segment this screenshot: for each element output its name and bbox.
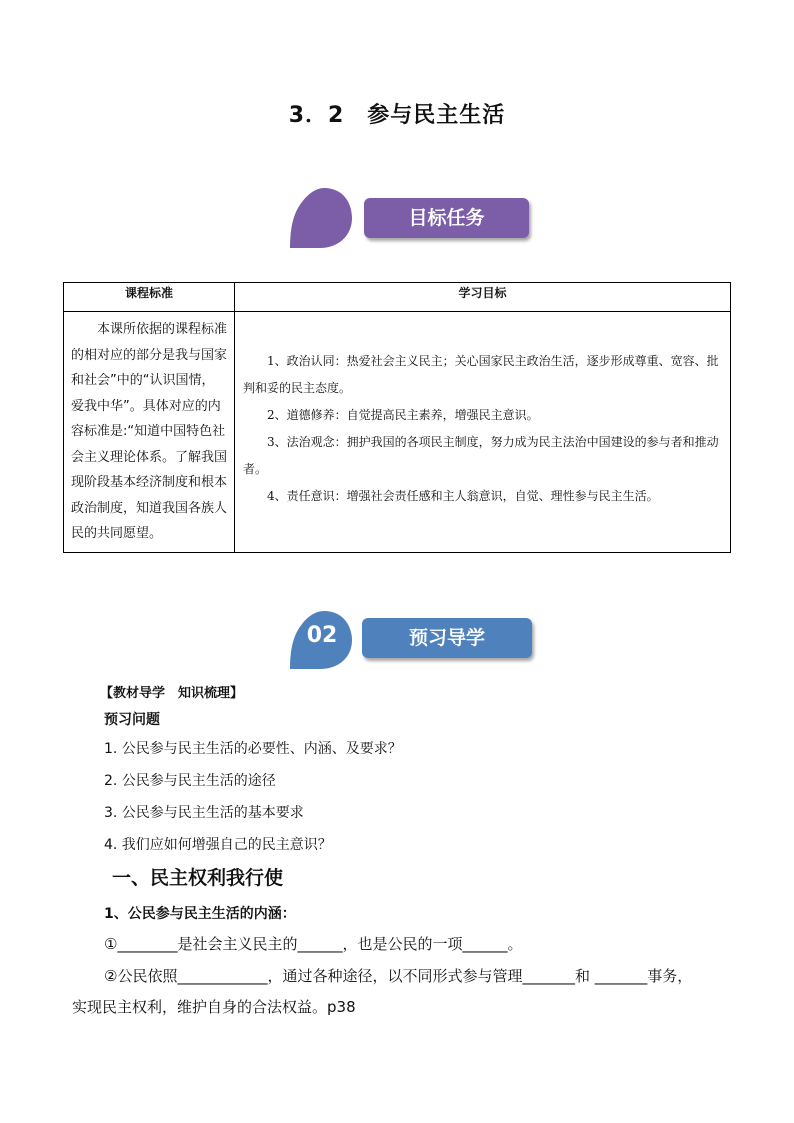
goals-table (63, 282, 731, 553)
table-header-objectives: 学习目标 (235, 283, 731, 312)
fill-blank-paragraph-cont: 实现民主权利，维护自身的合法权益。p38 (72, 998, 356, 1016)
table-header-standard: 课程标准 (64, 283, 235, 312)
page-title: 3．2 参与民主生活 (288, 103, 506, 128)
guide-heading: 【教材导学 知识梳理】 (100, 686, 244, 701)
question-item: 3. 公民参与民主生活的基本要求 (104, 805, 304, 821)
objectives-cell (235, 312, 731, 553)
subsection-heading: 1、公民参与民主生活的内涵： (104, 906, 296, 922)
objective-item: 2、道德修养：自觉提高民主素养，增强民主意识。 (267, 408, 539, 422)
section-heading: 一、民主权利我行使 (112, 867, 284, 889)
petal-badge-icon (286, 186, 358, 250)
standard-cell (64, 312, 235, 553)
standard-text: 本课所依据的课程标准的相对应的部分是我与国家和社会”中的“认识国情，爱我中华”。具体对应的内容标准是:“知道中国特色社会主义理论体系。了解我国现阶段基本经济制度和根本政治制度，知道我国各族人民的共同愿望。 (71, 322, 228, 541)
objectives-banner (286, 186, 536, 250)
objective-item: 1、政治认同：热爱社会主义民主；关心国家民主政治生活，逐步形成尊重、宽容、批判和妥的民主态度。 (243, 354, 719, 395)
objective-item: 3、法治观念：拥护我国的各项民主制度，努力成为民主法治中国建设的参与者和推动者。 (243, 435, 719, 476)
objective-item: 4、责任意识：增强社会责任感和主人翁意识，自觉、理性参与民主生活。 (267, 489, 659, 503)
question-item: 4. 我们应如何增强自己的民主意识？ (104, 837, 332, 853)
question-item: 2. 公民参与民主生活的途径 (104, 773, 276, 789)
preview-banner-label: 预习导学 (362, 618, 532, 658)
fill-blank-paragraph: ①________是社会主义民主的______，也是公民的一项______。 (104, 935, 523, 953)
badge-number: 02 (306, 623, 338, 648)
preview-banner (286, 609, 538, 671)
objectives-banner-label: 目标任务 (364, 198, 529, 238)
question-item: 1. 公民参与民主生活的必要性、内涵、及要求？ (104, 741, 402, 757)
preview-title: 预习问题 (104, 712, 160, 728)
fill-blank-paragraph: ②公民依照____________，通过各种途径，以不同形式参与管理_______和 _______事务， (104, 967, 693, 985)
